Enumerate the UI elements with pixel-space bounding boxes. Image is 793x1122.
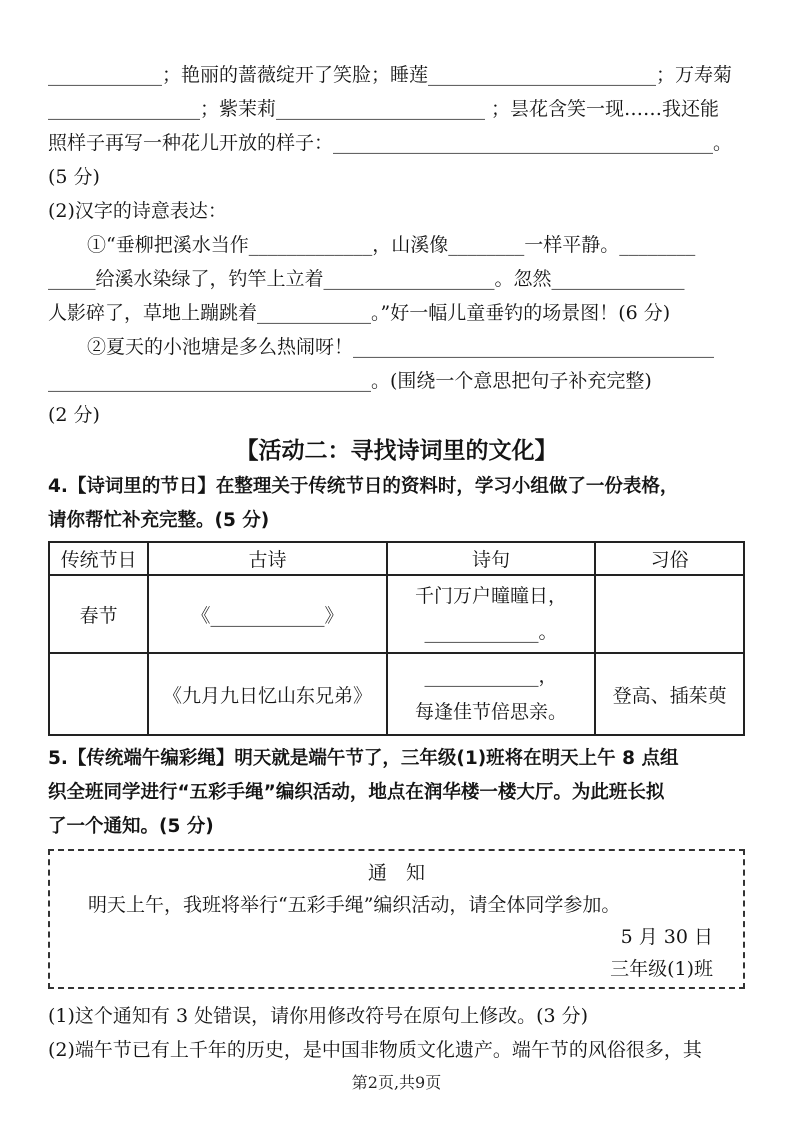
notice-body: 明天上午，我班将举行“五彩手绳”编织活动，请全体同学参加。 [88, 894, 621, 916]
col-header-custom: 习俗 [595, 542, 744, 575]
question-5-stem: 了一个通知。(5 分) [48, 816, 214, 837]
fill-blank-line: 照样子再写一种花儿开放的样子：________________________________________。 [48, 132, 733, 154]
col-header-verse: 诗句 [387, 542, 596, 575]
q5-intro [48, 742, 745, 844]
notice-box [48, 849, 745, 989]
notice-date: 5 月 30 日 [620, 926, 713, 948]
verse-line: 每逢佳节倍思亲。 [414, 701, 567, 723]
festival-table [48, 541, 745, 736]
score-label: (2 分) [48, 404, 100, 426]
question-5-stem: 5.【传统端午编彩绳】明天就是端午节了，三年级(1)班将在明天上午 8 点组 [48, 748, 679, 769]
fill-blank-line: _____给溪水染绿了，钓竿上立着__________________。忽然______________ [48, 268, 685, 290]
q3-section [48, 58, 745, 432]
fill-blank-line: ________________；紫茉莉______________________ ；昙花含笑一现……我还能 [48, 98, 720, 120]
col-header-festival: 传统节日 [49, 542, 148, 575]
page-footer: 第2页,共9页 [351, 1073, 442, 1092]
notice-title: 通 知 [367, 862, 425, 884]
cell-custom: 登高、插茱萸 [595, 653, 744, 735]
table-row [49, 653, 744, 735]
question-4-stem: 4.【诗词里的节日】在整理关于传统节日的资料时，学习小组做了一份表格， [48, 476, 679, 497]
col-header-poem: 古诗 [148, 542, 386, 575]
table-header-row [49, 542, 744, 575]
verse-line: ____________， [424, 665, 558, 687]
cell-festival [49, 653, 148, 735]
cell-poem: 《九月九日忆山东兄弟》 [148, 653, 386, 735]
cell-custom [595, 575, 744, 653]
fill-blank-line: ____________；艳丽的蔷薇绽开了笑脸；睡莲________________________；万寿菊 [48, 64, 733, 86]
cell-verse [387, 653, 596, 735]
question-4-stem: 请你帮忙补充完整。(5 分) [48, 510, 270, 531]
notice-signature: 三年级(1)班 [610, 958, 713, 980]
cell-verse [387, 575, 596, 653]
table-row [49, 575, 744, 653]
subquestion-2-label: (2)汉字的诗意表达： [48, 200, 227, 222]
q5-subquestions [48, 999, 745, 1067]
verse-line: ____________。 [424, 621, 558, 643]
q4-intro [48, 470, 745, 538]
subquestion-1: (1)这个通知有 3 处错误，请你用修改符号在原句上修改。(3 分) [48, 1005, 589, 1027]
verse-line: 千门万户曈曈日， [414, 585, 567, 607]
activity2-heading: 【活动二：寻找诗词里的文化】 [235, 438, 558, 464]
fill-blank-line: ①“垂柳把溪水当作_____________，山溪像________一样平静。________ [87, 234, 696, 256]
cell-poem: 《____________》 [148, 575, 386, 653]
fill-blank-line: __________________________________。(围绕一个意思把句子补充完整) [48, 370, 652, 392]
score-label: (5 分) [48, 166, 100, 188]
subquestion-2: (2)端午节已有上千年的历史，是中国非物质文化遗产。端午节的风俗很多，其 [48, 1039, 702, 1061]
fill-blank-line: 人影碎了，草地上蹦跳着____________。”好一幅儿童垂钓的场景图！(6 分) [48, 302, 671, 324]
fill-blank-line: ②夏天的小池塘是多么热闹呀！______________________________________ [87, 336, 715, 358]
question-5-stem: 织全班同学进行“五彩手绳”编织活动，地点在润华楼一楼大厅。为此班长拟 [48, 782, 665, 803]
cell-festival: 春节 [49, 575, 148, 653]
